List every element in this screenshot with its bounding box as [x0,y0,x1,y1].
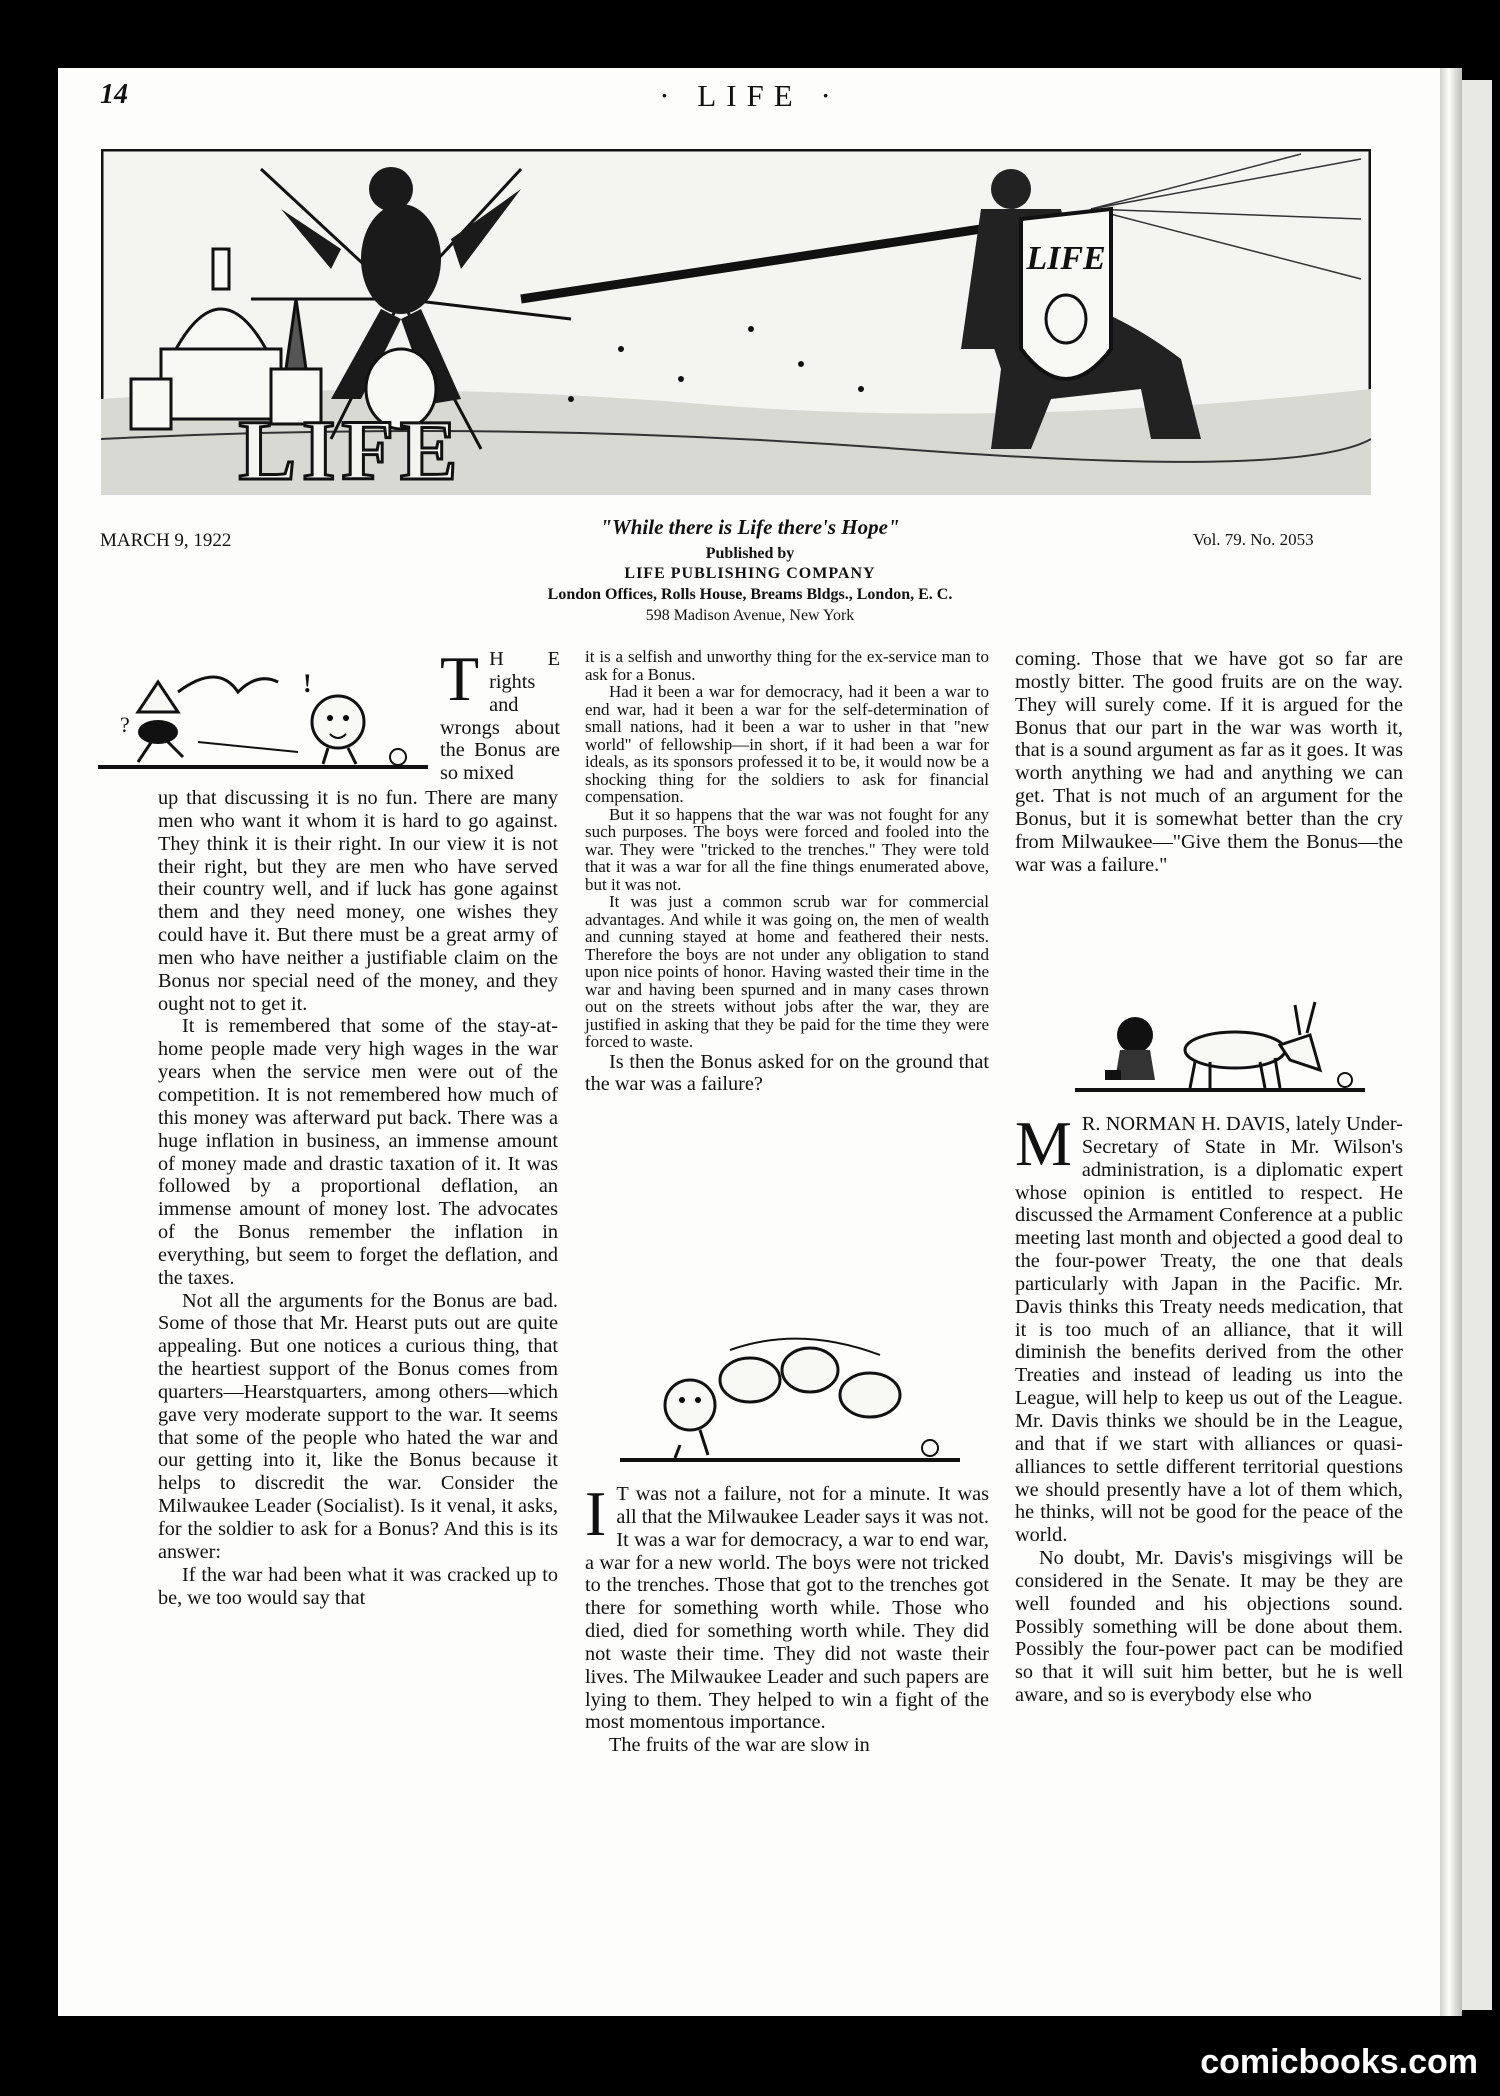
volume-number: Vol. 79. No. 2053 [1193,530,1314,549]
col2-quote-2: Had it been a war for democracy, had it been a war to end war, had it been a war for the self-determination of small nations, had it been a war to usher in that "new world" of fellowship—in short, if it had been a war for ideals, as its sponsors professed it to be, it would now be a shocking thing for the soldiers to ask for financial compensation. [585,682,989,806]
svg-text:?: ? [120,712,130,737]
col3-paragraph-1: coming. Those that we have got so far are mostly bitter. The good fruits are on the way. They will surely come. If it is argued for the Bonus that our part in the war was worth it, that is a sound argument as far as it goes. It was worth anything we had and anything we can get. That is not much of an argument for the Bonus, but it is somewhat better than the cry from Milwaukee—"Give them the Bonus—the war was a failure." [1015,648,1403,876]
publisher: LIFE PUBLISHING COMPANY [624,565,876,582]
col3-body-top [1015,648,1403,876]
col3-paragraph-2: M R. NORMAN H. DAVIS, lately Under-Secretary of State in Mr. Wilson's administration, is a diplomatic expert whose opinion is entitled to respect. He discussed the Armament Conference at a public meeting last month and objected a good deal to the four-power Treaty, the one that deals particularly with Japan in the Pacific. Mr. Davis thinks this Treaty needs medication, that it is too much of an alliance, that it will diminish the benefits derived from the other Treaties and instead of leading us into the League, will help to keep us out of the League. Mr. Davis thinks we should be in the League, and that if we start with alliances or quasi-alliances to settle different territorial questions we should presently have a lot of them which, he thinks, will not be good for the peace of the world. [1015,1108,1403,1547]
masthead: · LIFE · [659,78,841,113]
page-spine [1440,68,1462,2016]
col1-paragraph-2: It is remembered that some of the stay-at-home people made very high wages in the war years when the service men were out of the competition. It is not remembered how much of this money was afterward put back. There was a huge inflation in business, an immense amount of money made and drastic taxation of it. It was followed by a proportional deflation, an immense amount of money lost. The advocates of the Bonus remember the inflation in everything, but seem to forget the deflation, and the taxes. [158,1015,558,1289]
banner-life-logo: LIFE [238,402,464,495]
col1-lead [440,643,560,785]
col1-dropcap: T [440,643,480,714]
new-york-address: 598 Madison Avenue, New York [645,607,855,624]
col2-body-bottom [585,1478,989,1757]
facing-page-edge [1462,80,1492,2010]
cartoon-man-running [98,652,428,772]
col1-paragraph-3: Not all the arguments for the Bonus are bad. Some of those that Mr. Hearst puts out are quite appealing. But one notices a curious thing, that the heartiest support of the Bonus comes from quarters—Hearstquarters, among others—which gave very moderate support to the war. It seems that some of the people who hated the war and our getting into it, like the Bonus because it helps to discredit the war. Consider the Milwaukee Leader (Socialist). Is it venal, it asks, for the soldier to ask for a Bonus? And this is its answer: [158,1289,558,1563]
col1-lead-text: H E rights and wrongs about the Bonus are so mixed [440,648,560,785]
col2-dropcap: I [585,1478,607,1549]
col2-quote-4: It was just a common scrub war for commercial advantages. And while it was going on, the men of wealth and cunning stayed at home and feathered their nests. Therefore the boys are not under any obligation to stand upon nice points of honor. Having wasted their time in the war and having been spurned and in many cases thrown out on the streets without jobs after the war, they are justified in asking that they be paid for the time they were forced to waste. [585,892,989,1051]
shield-logo: LIFE [1026,240,1106,277]
banner-illustration [101,149,1371,495]
col3-body-bottom [1015,1108,1403,1707]
col1-body [158,787,558,1609]
london-offices: London Offices, Rolls House, Breams Bldgs., London, E. C. [547,586,953,603]
svg-text:!: ! [303,669,312,698]
col2-body-top [585,648,989,1096]
published-by: Published by [705,545,795,562]
cartoon-boy-chased [620,1330,960,1465]
col2-paragraph-1: I T was not a failure, not for a minute. It was all that the Milwaukee Leader says it was not. It was a war for democracy, a war to end war, a war for a new world. The boys were not tricked to the trenches. Those that got to the trenches got there for something worth while. Those who died, died for something worth while. They did not waste their time. They did not waste their lives. The Milwaukee Leader and such papers are lying to them. They helped to win a fight of the most momentous importance. [585,1478,989,1734]
col3-paragraph-3: No doubt, Mr. Davis's misgivings will be considered in the Senate. It may be they are well founded and his objections sound. Possibly something will be done about them. Possibly the four-power pact can be modified so that it will suit him better, but he is well aware, and so is everybody else who [1015,1547,1403,1707]
cartoon-man-and-donkey [1075,1000,1365,1095]
col2-question: Is then the Bonus asked for on the ground that the war was a failure? [585,1050,989,1096]
issue-date: MARCH 9, 1922 [100,530,232,551]
watermark: comicbooks.com [1200,2043,1478,2081]
col2-quote-3: But it so happens that the war was not fought for any such purposes. The boys were forced and fooled into the war. They were "tricked to the trenches." They were told that it was a war for all the fine things enumerated above, but it was not. [585,804,989,894]
col1-paragraph-1: up that discussing it is no fun. There are many men who want it whom it is hard to go against. They think it is their right. In our view it is not their right, but they are men who have served their country well, and if luck has gone against them and they need money, one wishes they could have it. But there must be a great army of men who have neither a justifiable claim on the Bonus nor special need of the money, and they ought not to get it. [158,787,558,1015]
motto: "While there is Life there's Hope" [600,515,900,539]
col1-quote: If the war had been what it was cracked up to be, we too would say that [158,1563,558,1609]
col2-quote-1: it is a selfish and unworthy thing for the ex-service man to ask for a Bonus. [585,647,989,684]
page-number: 14 [100,79,128,110]
col2-paragraph-2: The fruits of the war are slow in [609,1734,870,1757]
col3-dropcap: M [1015,1108,1072,1179]
